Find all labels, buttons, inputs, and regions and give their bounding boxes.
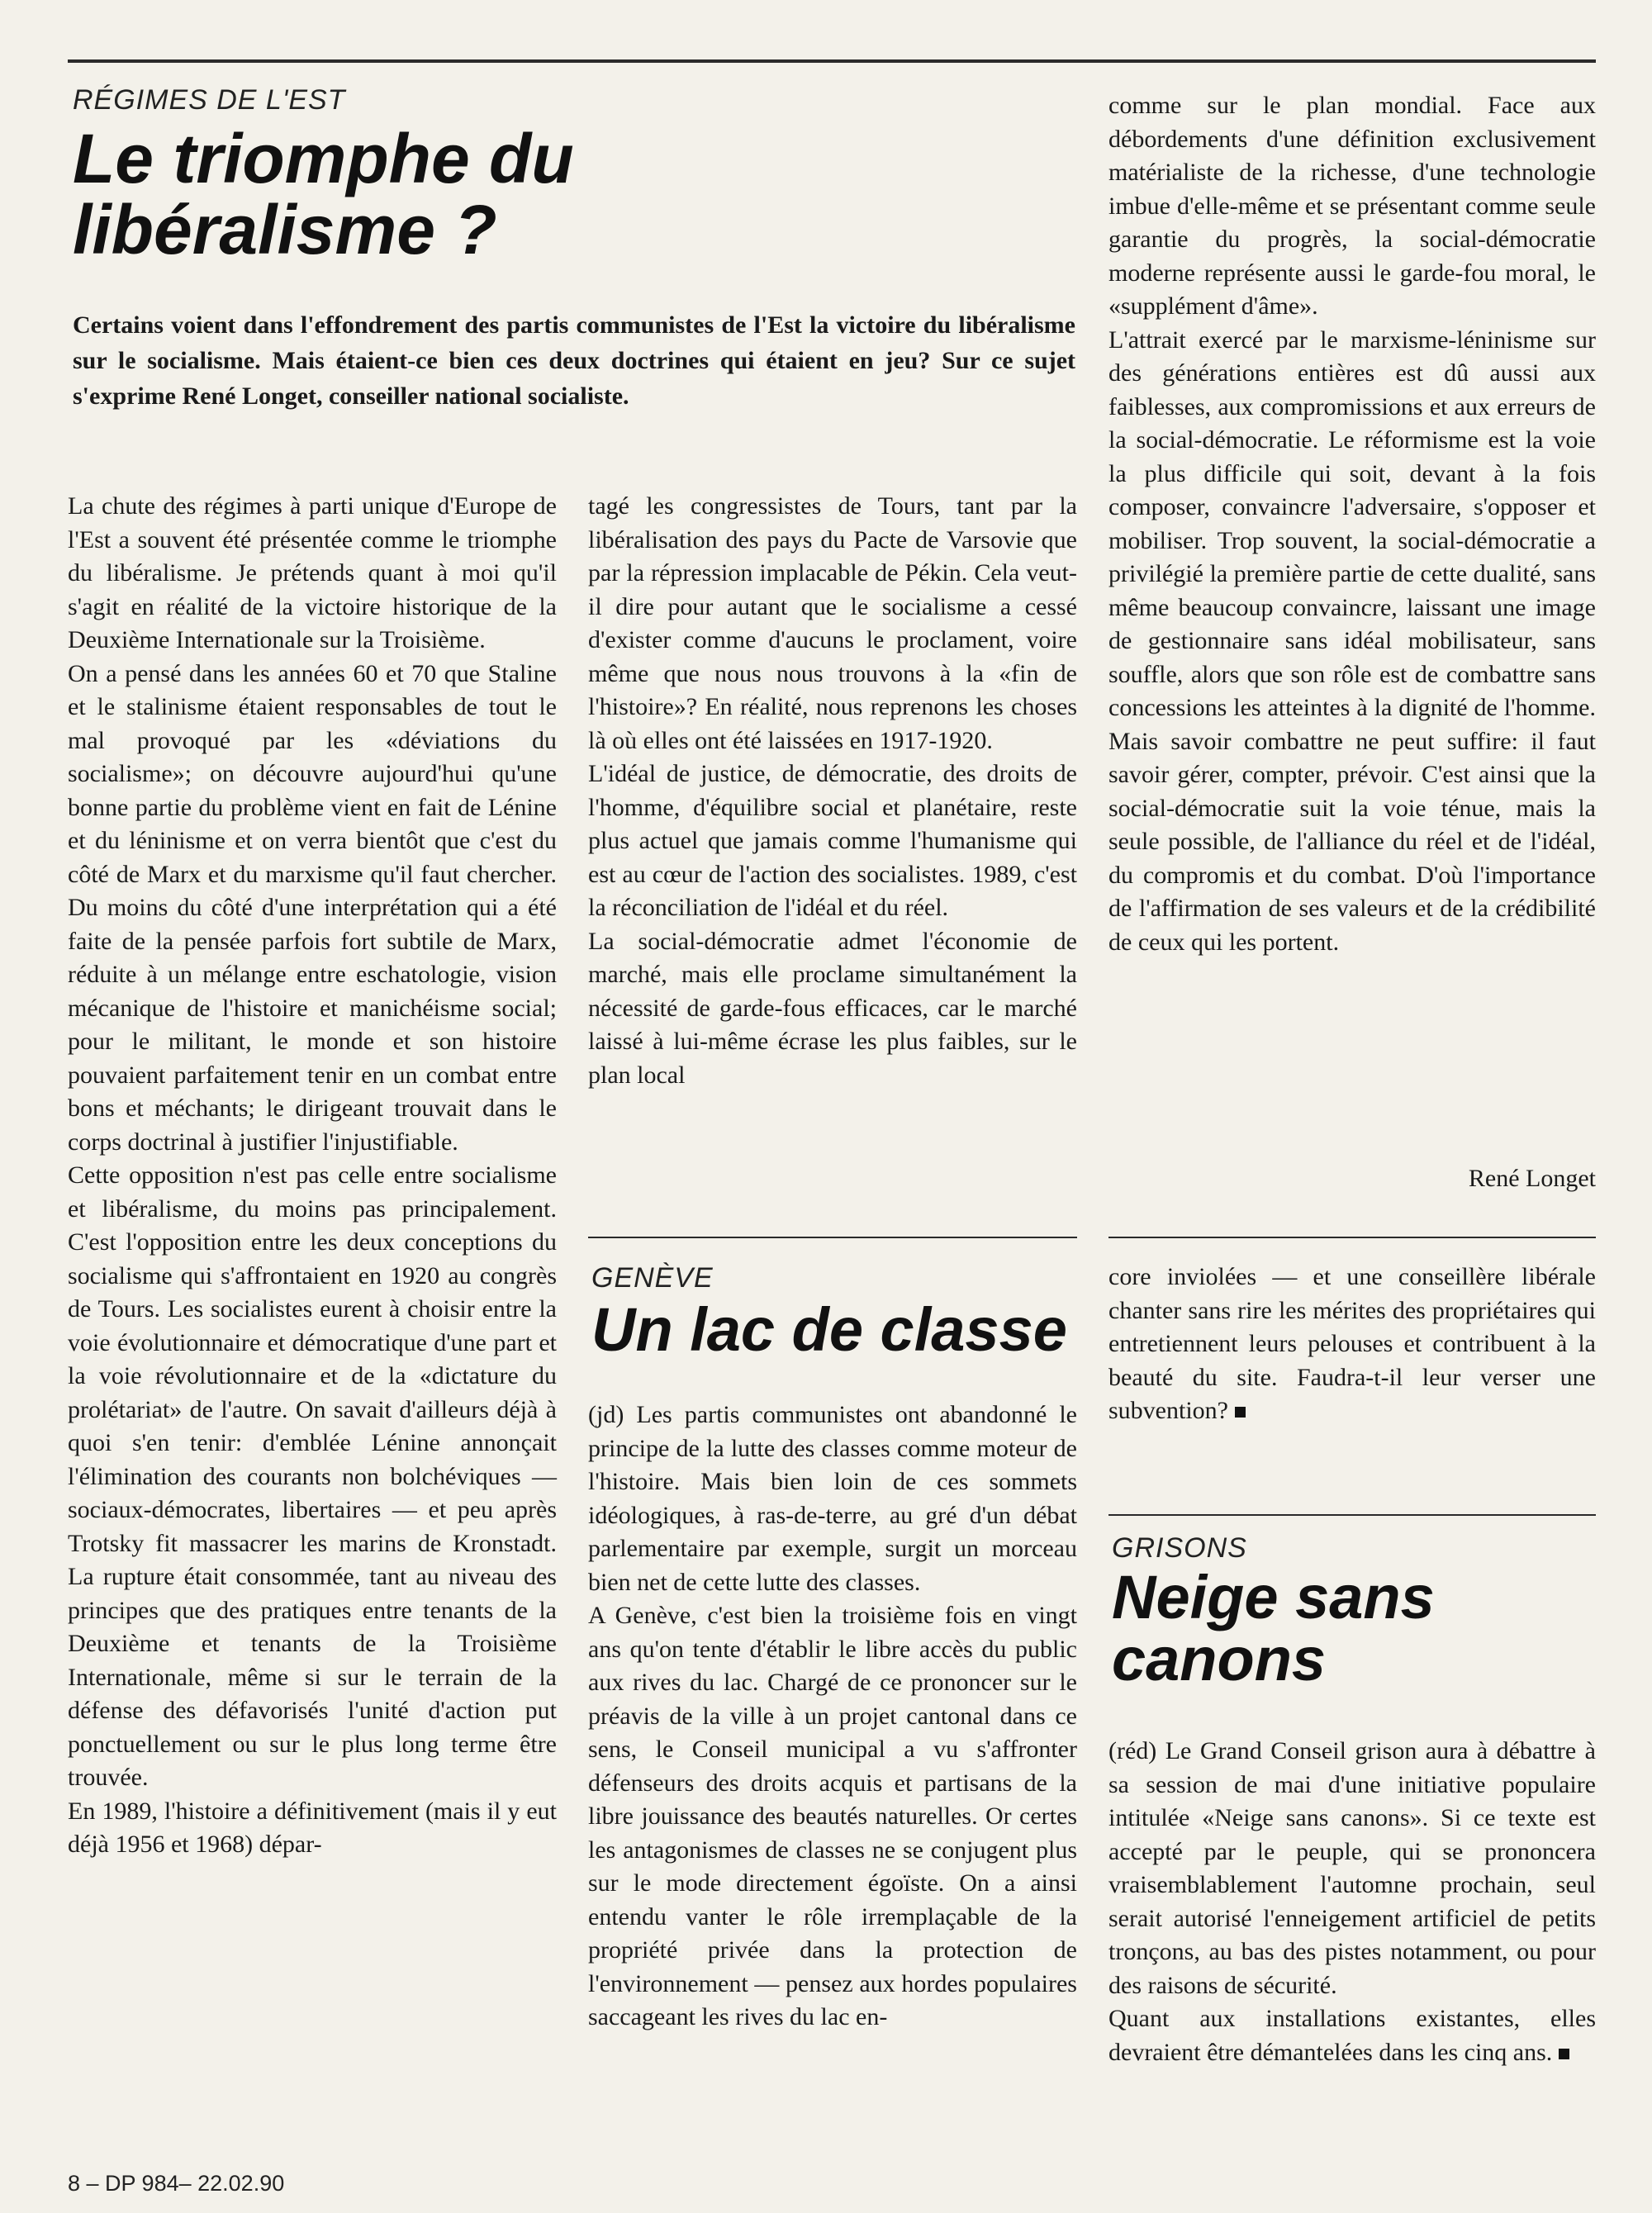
article3-body: [1108, 1735, 1596, 2164]
article2-kicker: GENÈVE: [591, 1262, 714, 1294]
page-footer: 8 – DP 984– 22.02.90: [68, 2171, 285, 2196]
paragraph: L'idéal de justice, de démocratie, des droits de l'homme, d'équilibre social et planétaire, reste plus actuel que jamais comme l'humanisme qui est au cœur de l'action des socialistes. 1989, c'est la réconciliation de l'idéal et du réel.: [588, 760, 1077, 921]
section-rule: [588, 1237, 1077, 1238]
section-rule: [1108, 1514, 1596, 1516]
article3-kicker: GRISONS: [1112, 1532, 1247, 1564]
paragraph: (jd) Les partis communistes ont abandonné le principe de la lutte des classes comme moteur de l'histoire. Mais bien loin de ces sommets idéologiques, à ras-de-terre, au gré d'un débat parlementaire par exemple, surgit un morceau bien net de cette lutte des classes.: [588, 1401, 1077, 1596]
author-signature: René Longet: [1468, 1165, 1596, 1192]
article1-lead: Certains voient dans l'effondrement des partis communistes de l'Est la victoire du libéralisme sur le socialisme. Mais étaient-ce bien ces deux doctrines qui étaient en jeu? Sur ce sujet s'exprime René Longet, conseiller national socialiste.: [73, 311, 1075, 410]
article1-kicker: RÉGIMES DE L'EST: [73, 84, 346, 116]
article2-headline: Un lac de classe: [591, 1295, 1067, 1364]
section-rule: [1108, 1237, 1596, 1238]
end-mark-icon: [1559, 2049, 1569, 2059]
paragraph: comme sur le plan mondial. Face aux débordements d'une définition exclusivement matérialiste de la richesse, d'une technologie imbue d'elle-même et se présentant comme seule garantie du progrès, la social-démocratie moderne représente aussi le garde-fou moral, le «supplément d'âme».: [1108, 92, 1596, 320]
paragraph: A Genève, c'est bien la troisième fois en vingt ans qu'on tente d'établir le libre accès du public aux rives du lac. Chargé de ce prononcer sur le préavis de la ville à un projet cantonal dans ce sens, le Conseil municipal a vu s'affronter défenseurs des droits acquis et partisans de la libre jouissance des beautés naturelles. Or certes les antagonismes de classes ne se conjugent plus sur le mode directement égoïste. On a ainsi entendu vanter le rôle irremplaçable de la propriété privée dans la protection de l'environnement — pensez aux hordes populaires saccageant les rives du lac en-: [588, 1602, 1077, 2030]
article1-column-1: [68, 490, 557, 2150]
article2-column-1: [588, 1399, 1077, 2125]
article3-headline: Neige sans canons: [1112, 1563, 1435, 1694]
top-rule: [68, 59, 1596, 63]
article2-column-2: [1108, 1261, 1596, 1467]
end-mark-icon: [1235, 1407, 1246, 1418]
paragraph: core inviolées — et une conseillère libérale chanter sans rire les mérites des propriétaires qui entretiennent leurs pelouses et contribuent à la beauté du site. Faudra-t-il leur verser une subvention?: [1108, 1263, 1596, 1424]
paragraph: (réd) Le Grand Conseil grison aura à débattre à sa session de mai d'une initiative populaire intitulée «Neige sans canons». Si ce texte est accepté par le peuple, qui se prononcera vraisemblablement l'automne prochain, seul serait autorisé l'enneigement artificiel de petits tronçons, au bas des pistes notamment, ou pour des raisons de sécurité.: [1108, 1737, 1596, 1999]
paragraph: La social-démocratie admet l'économie de marché, mais elle proclame simultanément la nécessité de garde-fous efficaces, car le marché laissé à lui-même écrase les plus faibles, sur le plan local: [588, 927, 1077, 1089]
paragraph: En 1989, l'histoire a définitivement (mais il y eut déjà 1956 et 1968) dépar-: [68, 1797, 557, 1858]
paragraph: On a pensé dans les années 60 et 70 que Staline et le stalinisme étaient responsables de tout le mal provoqué par les «déviations du socialisme»; on découvre aujourd'hui qu'une bonne partie du problème vient en fait de Lénine et du léninisme et on verra bientôt que c'est du côté de Marx et du marxisme qu'il faut chercher. Du moins du côté d'une interprétation qui a été faite de la pensée parfois fort subtile de Marx, réduite à un mélange entre eschatologie, vision mécanique de l'histoire et manichéisme social; pour le militant, le monde et son histoire pouvaient parfaitement tenir en un combat entre bons et méchants; le dirigeant trouvait dans le corps doctrinal à justifier l'injustifiable.: [68, 659, 557, 1156]
article1-headline: Le triomphe du libéralisme ?: [73, 120, 574, 268]
article1-column-2: [588, 490, 1077, 1200]
paragraph: La chute des régimes à parti unique d'Europe de l'Est a souvent été présentée comme le triomphe du libéralisme. Je prétends quant à moi qu'il s'agit en réalité de la victoire historique de la Deuxième Internationale sur la Troisième.: [68, 492, 557, 653]
paragraph: L'attrait exercé par le marxisme-léninisme sur des générations entières est dû aussi aux faiblesses, aux compromissions et aux erreurs de la social-démocratie. Le réformisme est la voie la plus difficile qui soit, devant à la fois composer, convaincre l'adversaire, s'opposer et mobiliser. Trop souvent, la social-démocratie a privilégié la première partie de cette dualité, sans même beaucoup convaincre, laissant une image de gestionnaire sans idéal mobilisateur, sans souffle, alors que son rôle est de combattre sans concessions les atteintes à la dignité de l'homme. Mais savoir combattre ne peut suffire: il faut savoir gérer, compter, prévoir. C'est ainsi que la social-démocratie suit la voie ténue, mais la seule possible, de l'alliance du réel et de l'idéal, du compromis et du combat. D'où l'importance de l'affirmation de ses valeurs et de la crédibilité de ceux qui les portent.: [1108, 325, 1596, 956]
paragraph: tagé les congressistes de Tours, tant par la libéralisation des pays du Pacte de Varsovie que par la répression implacable de Pékin. Cela veut-il dire pour autant que le socialisme a cessé d'exister comme d'aucuns le proclament, voire même que nous nous trouvons à la «fin de l'histoire»? En réalité, nous reprenons les choses là où elles ont été laissées en 1917-1920.: [588, 492, 1077, 754]
paragraph: Cette opposition n'est pas celle entre socialisme et libéralisme, du moins pas principalement. C'est l'opposition entre les deux conceptions du socialisme qui s'affrontaient en 1920 au congrès de Tours. Les socialistes eurent à choisir entre la voie évolutionnaire et démocratique d'une part et la voie révolutionnaire et de la «dictature du prolétariat» de l'autre. On savait d'ailleurs déjà à quoi s'en tenir: d'emblée Lénine annonçait l'élimination des courants non bolchéviques — sociaux-démocrates, libertaires — et peu après Trotsky fit massacrer les marins de Kronstadt. La rupture était consommée, tant au niveau des principes que des pratiques entre tenants de la Deuxième et tenants de la Troisième Internationale, même si sur le terrain de la défense des défavorisés l'unité d'action put ponctuellement ou sur le plus long terme être trouvée.: [68, 1161, 557, 1791]
paragraph: Quant aux installations existantes, elles devraient être démantelées dans les cinq ans.: [1108, 2005, 1596, 2066]
article1-column-3: [1108, 89, 1596, 1163]
